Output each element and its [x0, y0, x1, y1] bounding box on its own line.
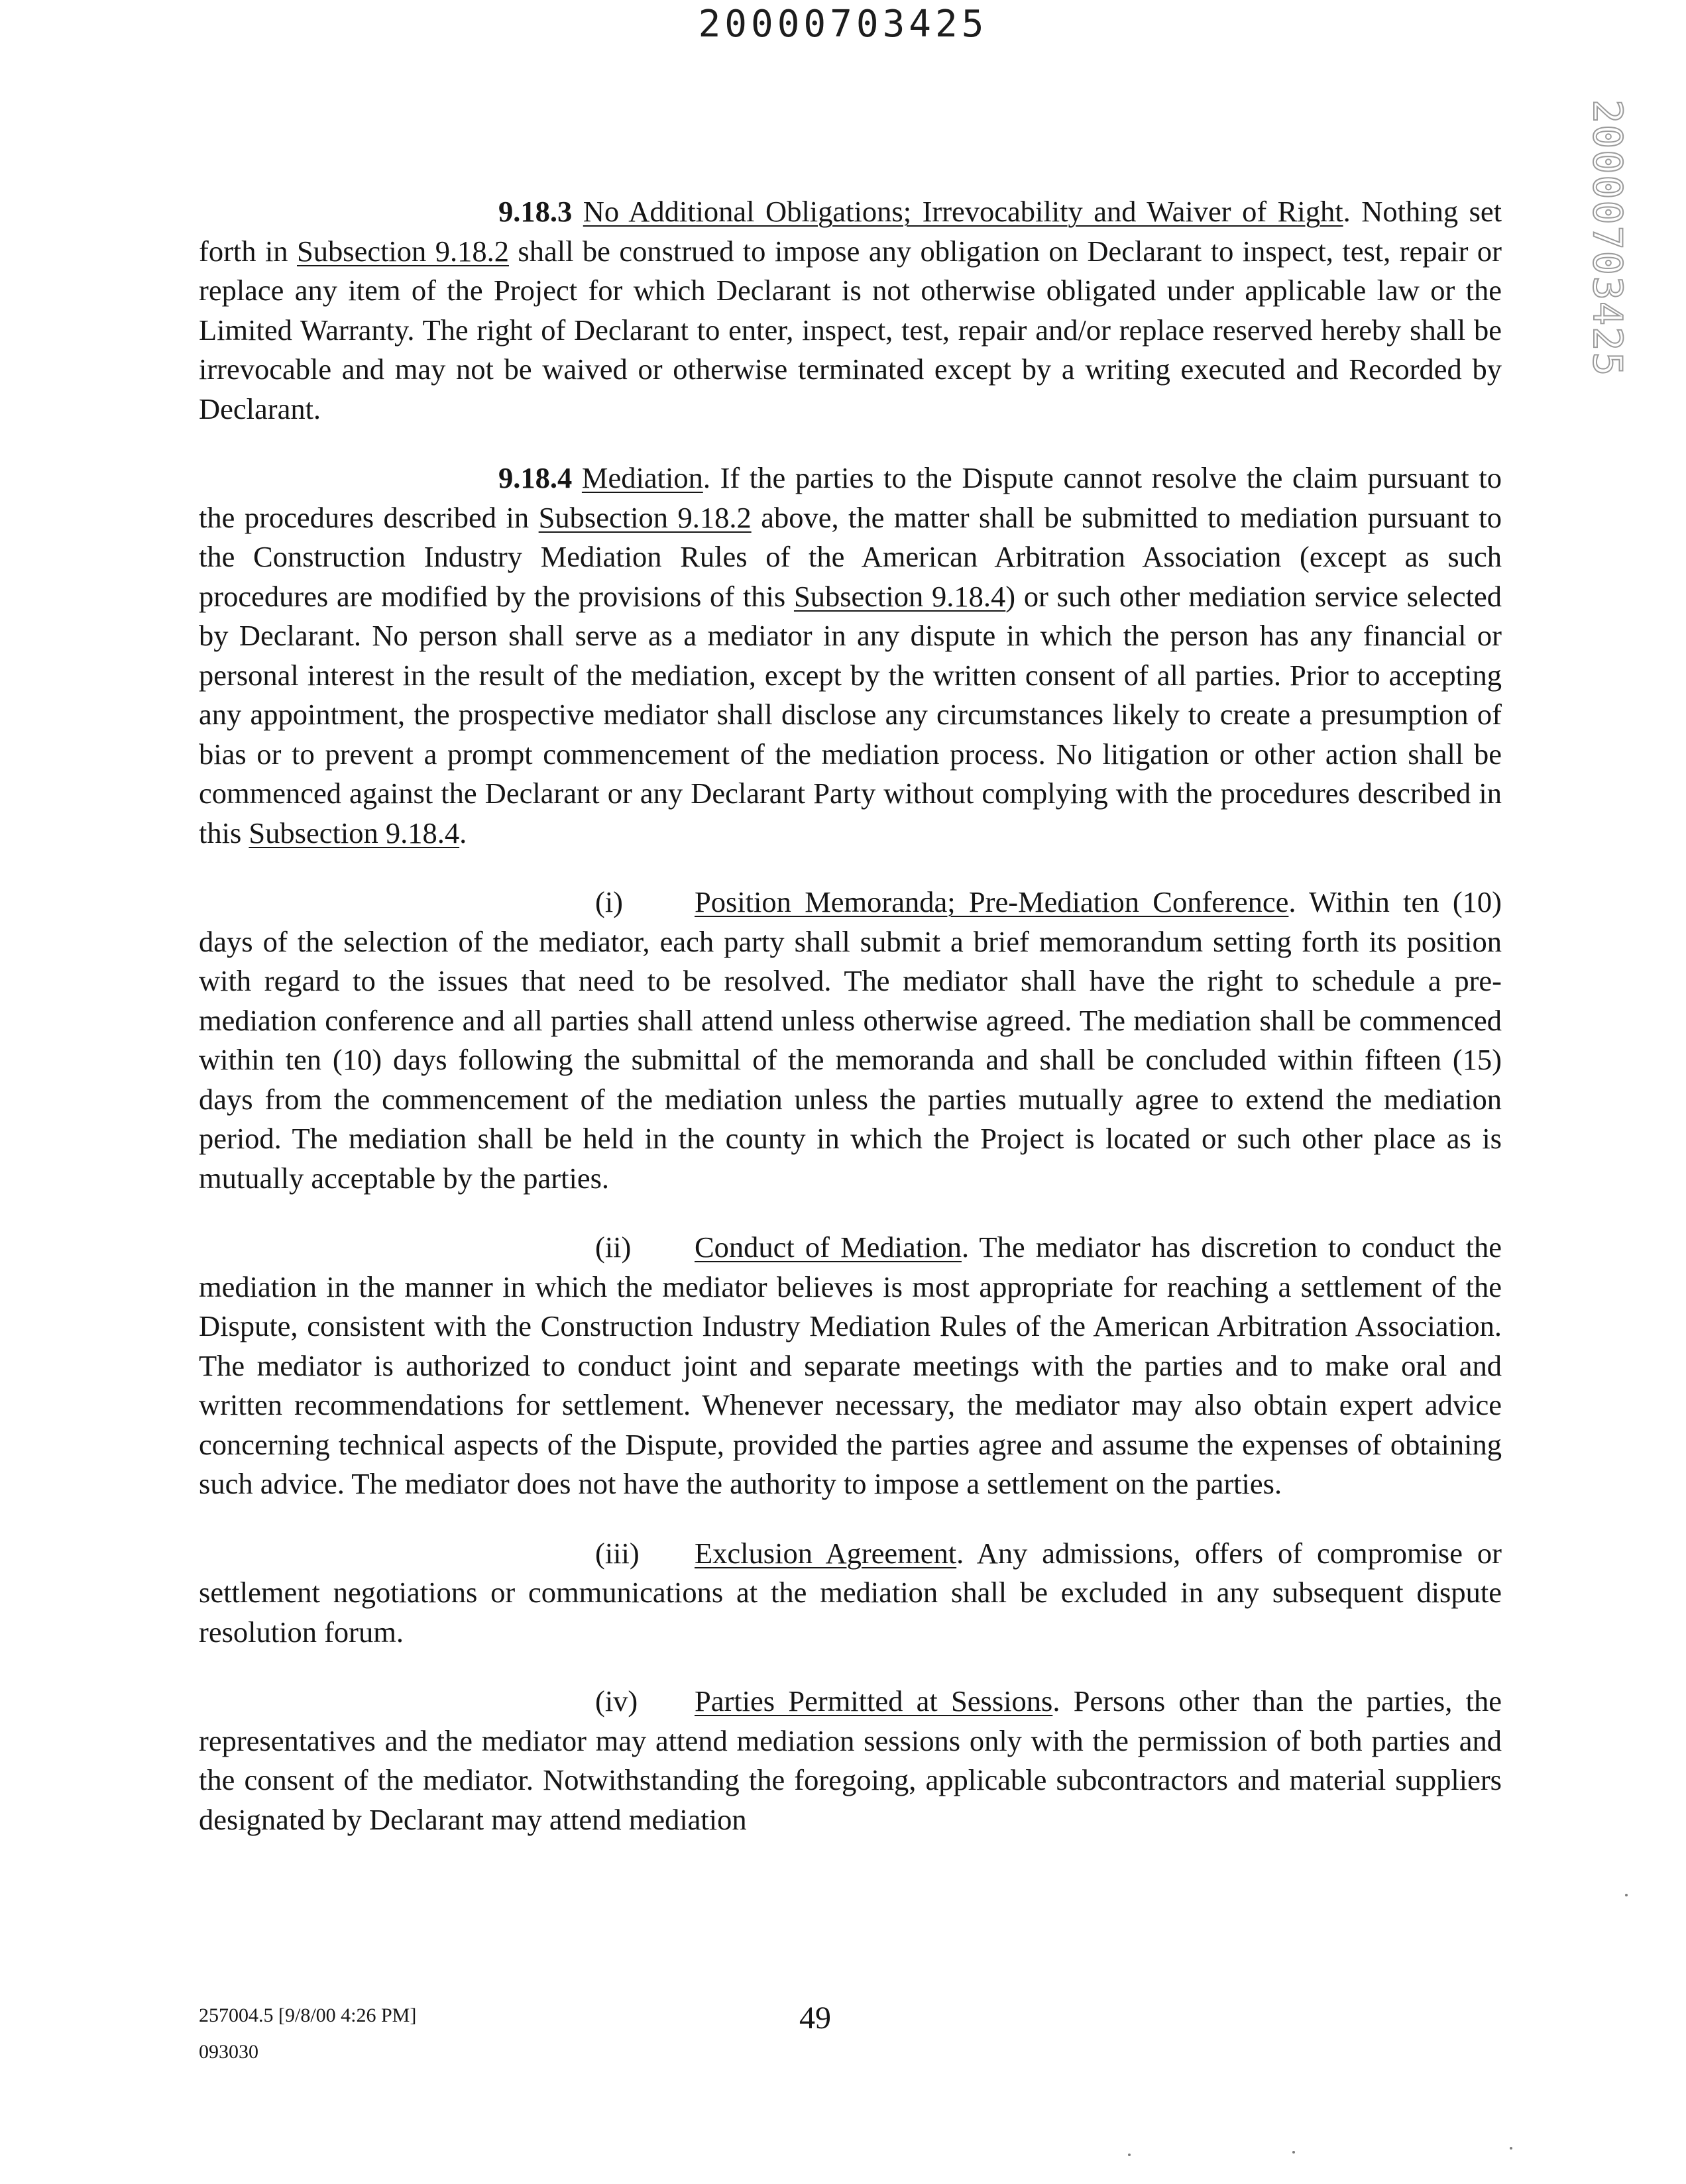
subsection-text: . The mediator has discretion to conduct the mediation in the manner in which the mediator believes is most appropriate for reaching a settlement of the Dispute, consistent with the Construction Industry Mediation Rules of the American Arbitration Association. The mediator is authorized to conduct joint and separate meetings with the parties and to make oral and written recommendations for settlement. Whenever necessary, the mediator may also obtain expert advice concerning technical aspects of the Dispute, provided the parties agree and assume the expenses of obtaining such advice. The mediator does not have the authority to impose a settlement on the parties.: [199, 1230, 1502, 1500]
subsection-number: (iv): [595, 1684, 638, 1718]
subsection-text: . Persons other than the parties, the representatives and the mediator may attend mediation sessions only with the permission of both parties and the consent of the mediator. Notwithstanding the foregoing, applicable subcontractors and material suppliers designated by Declarant may attend mediation: [199, 1684, 1502, 1836]
subsection-title: Exclusion Agreement: [695, 1536, 957, 1570]
section-text: shall be construed to impose any obligation on Declarant to inspect, test, repair or replace any item of the Project for which Declarant is not otherwise obligated under applicable law or the Limited Warranty. The right of Declarant to enter, inspect, test, repair and/or replace reserved hereby shall be irrevocable and may not be waived or otherwise terminated except by a writing executed and Recorded by Declarant.: [199, 234, 1502, 425]
cross-reference: Subsection 9.18.2: [297, 234, 509, 268]
subsection-iii: [199, 1534, 1502, 1653]
subsection-title: Position Memoranda; Pre-Mediation Conference: [695, 885, 1289, 918]
cross-reference: Subsection 9.18.4: [793, 579, 1006, 613]
subsection-number: (ii): [595, 1230, 632, 1264]
footer-document-id: 257004.5 [9/8/00 4:26 PM]: [199, 2004, 417, 2026]
section-number: 9.18.3: [498, 195, 573, 228]
recording-number: 20000703425: [698, 3, 988, 46]
subsection-text: . Any admissions, offers of compromise or settlement negotiations or communications at the mediation shall be excluded in any subsequent dispute resolution forum.: [199, 1536, 1502, 1649]
section-title: No Additional Obligations; Irrevocability and Waiver of Right: [583, 195, 1343, 228]
subsection-i: [199, 883, 1502, 1198]
section-number: 9.18.4: [498, 461, 573, 494]
section-text: above, the matter shall be submitted to mediation pursuant to the Construction Industry Mediation Rules of the American Arbitration Association (except as such procedures are modified by the provisions of this: [199, 500, 1502, 613]
subsection-number: (i): [595, 885, 624, 918]
section-9-18-4: [199, 459, 1502, 853]
subsection-title: Parties Permitted at Sessions: [695, 1684, 1053, 1718]
subsection-iv: [199, 1682, 1502, 1839]
scan-speck: [1292, 2151, 1295, 2154]
cross-reference: Subsection 9.18.2: [538, 500, 752, 534]
subsection-title: Conduct of Mediation: [695, 1230, 962, 1264]
footer-code: 093030: [199, 2041, 258, 2063]
document-body: [199, 192, 1502, 1869]
section-text: ) or such other mediation service selected by Declarant. No person shall serve as a mediator in any dispute in which the person has any financial or personal interest in the result of the mediation, except by the written consent of all parties. Prior to accepting any appointment, the prospective mediator shall disclose any circumstances likely to create a presumption of bias or to prevent a prompt commencement of the mediation process. No litigation or other action shall be commenced against the Declarant or any Declarant Party without complying with the procedures described in this: [199, 579, 1502, 849]
side-recording-stamp: 20000703425: [1584, 99, 1630, 378]
subsection-number: (iii): [595, 1536, 640, 1570]
section-title: Mediation: [581, 461, 703, 494]
cross-reference: Subsection 9.18.4: [249, 816, 460, 849]
section-text: . Nothing set forth in: [199, 195, 1502, 268]
section-text: .: [459, 816, 467, 849]
subsection-text: . Within ten (10) days of the selection of the mediator, each party shall submit a brief memorandum setting forth its position with regard to the issues that need to be resolved. The mediator shall have the right to schedule a pre-mediation conference and all parties shall attend unless otherwise agreed. The mediation shall be commenced within ten (10) days following the submittal of the memoranda and shall be concluded within fifteen (15) days from the commencement of the mediation unless the parties mutually agree to extend the mediation period. The mediation shall be held in the county in which the Project is located or such other place as is mutually acceptable by the parties.: [199, 885, 1502, 1195]
page-number: 49: [799, 2000, 831, 2036]
scan-speck: [1625, 1894, 1628, 1896]
section-9-18-3: [199, 192, 1502, 429]
scan-speck: [1510, 2147, 1512, 2150]
scan-speck: [1128, 2154, 1131, 2156]
subsection-ii: [199, 1228, 1502, 1504]
section-text: . If the parties to the Dispute cannot resolve the claim pursuant to the procedures described in: [199, 461, 1502, 534]
